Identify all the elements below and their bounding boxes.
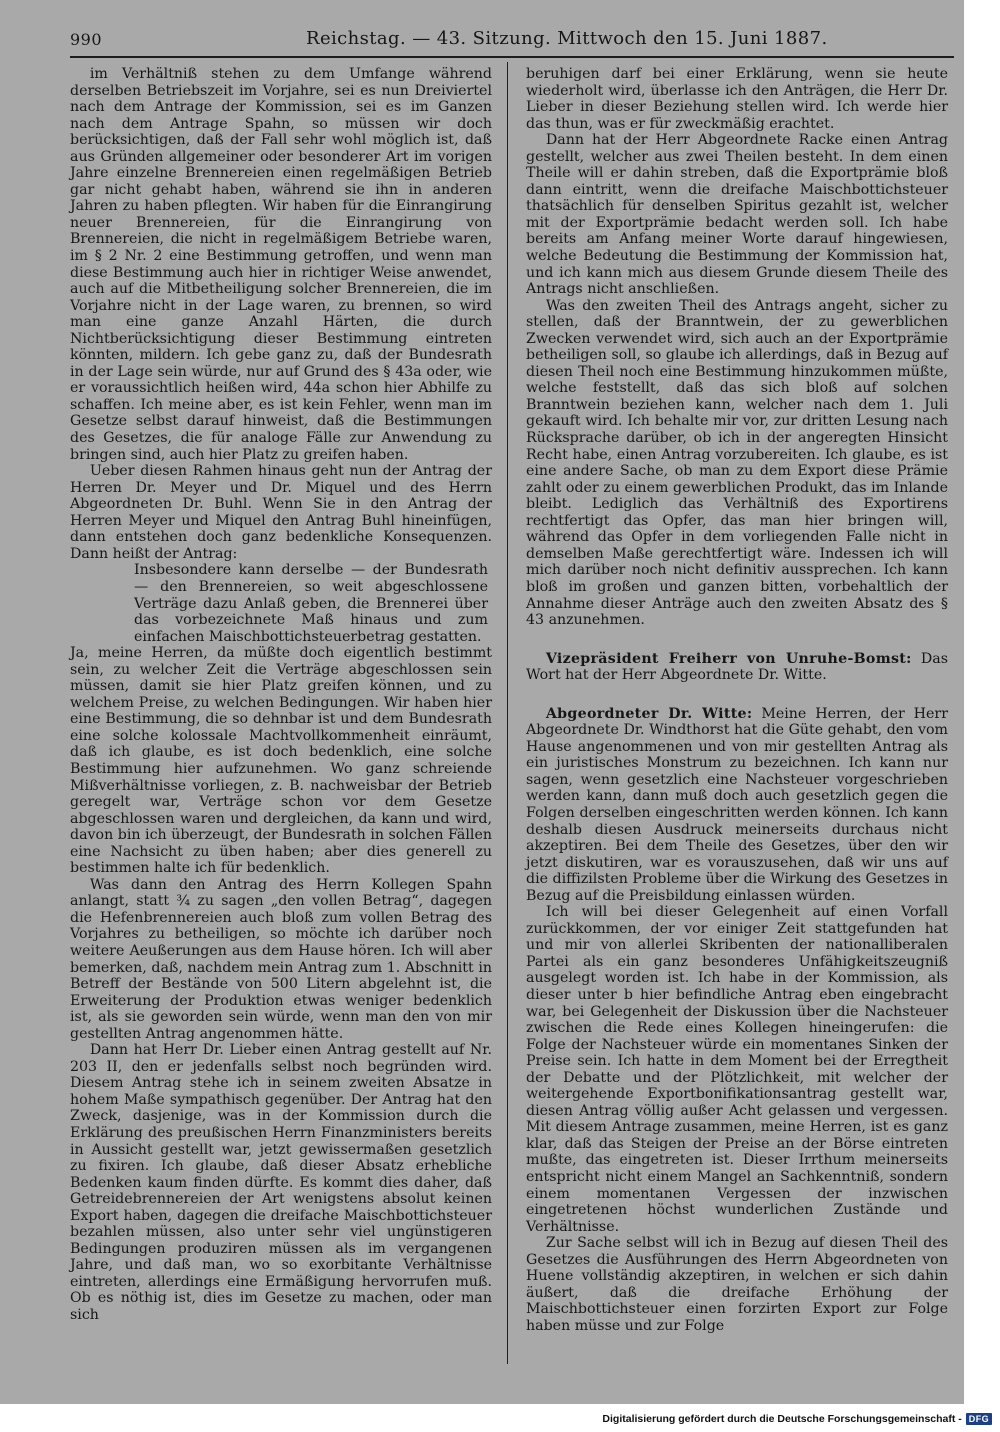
paragraph-text: Was den zweiten Theil des Antrags angeht, sicher zu stellen, daß der Branntwein, der zu gewerblichen Zwecken verwendet wird, sich auch an der Exportprämie betheiligen soll, so glaube ich allerdings, daß in Bezug auf diesen Theil noch eine Bestimmung hinzukommen müßte, welche feststellt, daß das sich bloß auf solchen Branntwein beziehen kann, welcher nach dem 1. Juli gekauft wird. Ich behalte mir vor, zur dritten Lesung nach Rücksprache darüber, ob ich in der angeregten Hinsicht Recht habe, einen Antrag vorzubereiten. Ich glaube, es ist eine andere Sache, ob man zu dem Export diese Prämie zahlt oder zu einem gewerblichen Produkt, das im Inlande bleibt. Lediglich das Verhältniß des Exportirens rechtfertigt das Opfer, das man hier bringen will, während das Opfer in dem vorliegenden Falle nicht in demselben Maße gerechtfertigt wäre. Indessen ich will mich darüber noch nicht definitiv aussprechen. Ich kann bloß im großen und ganzen bitten, vorbehaltlich der Annahme dieser Anträge auch den zweiten Absatz des § 43 anzunehmen. xyxy=(526,297,948,629)
paragraph-text: Ich will bei dieser Gelegenheit auf einen Vorfall zurückkommen, der vor einiger Zeit stattgefunden hat und mir von allerlei Skribenten der nationalliberalen Partei als ein ganz besonderes Unfähigkeitszeugniß ausgelegt worden ist. Ich habe in der Kommission, als dieser unter b hier befindliche Antrag eben eingebracht war, bei Gelegenheit der Diskussion über die Nachsteuer zwischen die Rede eines Kollegen hineingerufen: die Folge der Nachsteuer würde ein momentanes Sinken der Preise sein. Ich hatte in dem Moment bei der Erregtheit der Debatte und der Plötzlichkeit, mit welcher der weitergehende Exportbonifikationsantrag gestellt war, diesen Antrag völlig außer Acht gelassen und vergessen. Mit diesem Antrage zusammen, meine Herren, ist es ganz klar, daß das Steigen der Preise an der Börse eintreten mußte, das eingetreten ist. Dieser Irrthum meinerseits entspricht nicht einem Mangel an Sachkenntniß, sondern einem momentanen Vergessen der inzwischen eingetretenen höchst wunderlichen Zustände und Verhältnisse. xyxy=(526,904,948,1235)
paragraph xyxy=(526,904,948,1235)
speaker-name: Abgeordneter Dr. Witte: xyxy=(545,705,753,722)
paragraph-text: Zur Sache selbst will ich in Bezug auf diesen Theil des Gesetzes die Ausführungen des Herrn Abgeordneten von Huene vollständig akzeptiren, in welchen er sich dahin äußert, daß die dreifache Erhöhung der Maischbottichsteuer einen forzirten Export zur Folge haben müsse und zur Folge xyxy=(526,1235,948,1334)
header-rule xyxy=(70,56,954,58)
paragraph xyxy=(70,66,492,463)
paragraph-text: Was dann den Antrag des Herrn Kollegen Spahn anlangt, statt ¾ zu sagen „den vollen Betrag“, dagegen die Hefenbrennereien auch bloß zum vollen Betrag des Vorjahres zu betheiligen, so möchte ich darüber noch weitere Aeußerungen aus dem Hause hören. Ich will aber bemerken, daß, nachdem mein Antrag zum 1. Abschnitt in Betreff der Bestände von 500 Litern abgelehnt ist, die Erweiterung der Produktion etwas weniger bedenklich ist, als sie geworden sein würde, wenn man den von mir gestellten Antrag angenommen hätte. xyxy=(70,876,492,1042)
running-head: Reichstag. — 43. Sitzung. Mittwoch den 15. Juni 1887. xyxy=(306,28,828,49)
column-divider xyxy=(507,62,508,1364)
quoted-motion xyxy=(134,562,492,645)
dfg-logo: DFG xyxy=(966,1413,992,1425)
paragraph-text: Ja, meine Herren, da müßte doch eigentlich bestimmt sein, zu welcher Zeit die Verträge abgeschlossen sein müssen, damit sie hier Platz greifen können, und zu welchem Preise, zu welchen Bedingungen. Wir haben hier eine Bestimmung, die so dehnbar ist und dem Bundesrath eine solche kolossale Machtvollkommenheit einräumt, daß ich glaube, es ist doch bedenklich, eine solche Bestimmung hier aufzunehmen. Wo ganz schreiende Mißverhältnisse vorliegen, z. B. nachweisbar der Betrieb geregelt war, Verträge schon vor dem Gesetze abgeschlossen waren und dergleichen, da kann und wird, davon bin ich überzeugt, der Bundesrath in solchen Fällen eine Nachsicht zu üben haben; aber dies generell zu bestimmen halte ich für bedenklich. xyxy=(70,645,492,877)
footer-credit: Digitalisierung gefördert durch die Deutsche Forschungsgemeinschaft - xyxy=(602,1413,962,1425)
paragraph xyxy=(526,132,948,297)
paragraph xyxy=(526,298,948,629)
page-header xyxy=(70,28,954,54)
page-footer xyxy=(602,1413,992,1425)
right-column xyxy=(526,66,948,1334)
paragraph-text: Ueber diesen Rahmen hinaus geht nun der Antrag der Herren Dr. Meyer und Dr. Miquel und des Herrn Abgeordneten Dr. Buhl. Wenn Sie in den Antrag der Herren Meyer und Miquel den Antrag Buhl hineinfügen, dann entstehen doch ganz bedenkliche Konsequenzen. Dann heißt der Antrag: xyxy=(70,463,492,562)
speaker-name: Vizepräsident Freiherr von Unruhe-Bomst: xyxy=(545,650,912,667)
paragraph xyxy=(526,66,948,132)
paragraph-text: Dann hat der Herr Abgeordnete Racke einen Antrag gestellt, welcher aus zwei Theilen besteht. In dem einen Theile will er dahin streben, daß die Exportprämie bloß dann eintritt, wenn die dreifache Maischbottichsteuer thatsächlich für denselben Spiritus gezahlt ist, welcher mit der Exportprämie bedacht werden soll. Ich habe bereits am Anfang meiner Worte darauf hingewiesen, welche Bedeutung die Bestimmung der Kommission hat, und ich kann mich aus diesem Grunde diesem Theile des Antrags nicht anschließen. xyxy=(526,132,948,298)
paragraph-text: im Verhältniß stehen zu dem Umfange während derselben Betriebszeit im Vorjahre, sei es nun Dreiviertel nach dem Antrage der Kommission, sei es im Ganzen nach dem Antrage Spahn, so müssen wir doch berücksichtigen, daß der Fall sehr wohl möglich ist, daß aus Gründen allgemeiner oder besonderer Art im vorigen Jahre einzelne Brennereien einen regelmäßigen Betrieb gar nicht gehabt haben, während sie ihn in anderen Jahren zu haben pflegten. Wir haben für die Einrangirung neuer Brennereien, für die Einrangirung von Brennereien, die nicht in regelmäßigem Betriebe waren, im § 2 Nr. 2 eine Bestimmung getroffen, und wenn man diese Bestimmung auch hier in richtiger Weise anwendet, auch auf die Mitbetheiligung solcher Brennereien, die im Vorjahre nicht in der Lage waren, zu brennen, so wird man eine ganze Anzahl Härten, die durch Nichtberücksichtigung dieser Bestimmung eintreten könnten, mildern. Ich gebe ganz zu, daß der Bundesrath in der Lage sein würde, nur auf Grund des § 43a oder, wie er voraussichtlich heißen wird, 44a schon hier Abhilfe zu schaffen. Ich meine aber, es ist kein Fehler, wenn man im Gesetze selbst darauf hinweist, daß die Bestimmungen des Gesetzes, die für analoge Fälle zur Anwendung zu bringen sind, auch hier Platz zu greifen haben. xyxy=(70,66,492,463)
paragraph-text: Das Wort hat der Herr Abgeordnete Dr. Witte. xyxy=(526,650,948,684)
paragraph xyxy=(70,1042,492,1323)
speech-paragraph xyxy=(526,706,948,905)
page-number: 990 xyxy=(70,30,103,49)
paragraph-gap xyxy=(526,684,948,706)
paragraph xyxy=(70,877,492,1042)
paragraph xyxy=(70,645,492,877)
paragraph-text: Meine Herren, der Herr Abgeordnete Dr. Windthorst hat die Güte gehabt, den vom Hause angenommenen und von mir gestellten Antrag als ein juristisches Monstrum zu bezeichnen. Ich kann nur sagen, wenn gesetzlich eine Nachsteuer vorgeschrieben werden kann, dann muß doch auch gesetzlich gegen die Folgen derselben eingeschritten werden können. Ich kann deshalb diesen Ausdruck meinerseits durchaus nicht akzeptiren. Bei dem Theile des Gesetzes, über den wir jetzt diskutiren, war es vorauszusehen, daß wir uns auf die diffizilsten Probleme über die Wirkung des Gesetzes in Bezug auf die Preisbildung einlassen würden. xyxy=(526,705,948,904)
paragraph-text: beruhigen darf bei einer Erklärung, wenn sie heute wiederholt wird, überlasse ich den Anträgen, die Herr Dr. Lieber in dieser Beziehung stellen wird. Ich werde hier das thun, was er für zweckmäßig erachtet. xyxy=(526,66,948,132)
paragraph xyxy=(70,463,492,562)
speech-paragraph xyxy=(526,651,948,684)
paragraph-text: Dann hat Herr Dr. Lieber einen Antrag gestellt auf Nr. 203 II, den er jedenfalls selbst noch begründen wird. Diesem Antrag stehe ich in seinem zweiten Absatze in hohem Maße sympathisch gegenüber. Der Antrag hat den Zweck, dasjenige, was in der Kommission durch die Erklärung des preußischen Herrn Finanzministers bereits in Aussicht gestellt war, jetzt gewissermaßen gesetzlich zu fixiren. Ich glaube, daß dieser Absatz erhebliche Bedenken kaum finden dürfte. Es kommt dies daher, daß Getreidebrennereien der Art wenigstens absolut keinen Export haben, dagegen die dreifache Maischbottichsteuer bezahlen müssen, also unter sehr viel ungünstigeren Bedingungen produziren müssen als im vergangenen Jahre, und daß man, wo so exorbitante Verhältnisse eintreten, allerdings eine Ermäßigung hervorrufen muß. Ob es nöthig ist, dies im Gesetze zu machen, oder man sich xyxy=(70,1042,492,1324)
paragraph-gap xyxy=(526,629,948,651)
paragraph-text: Insbesondere kann derselbe — der Bundesrath — den Brennereien, so weit abgeschlossene Verträge dazu Anlaß geben, die Brennerei über das vorbezeichnete Maß hinaus und zum einfachen Maischbottichsteuerbetrag gestatten. xyxy=(134,562,488,645)
paragraph xyxy=(526,1235,948,1334)
left-column xyxy=(70,66,492,1324)
